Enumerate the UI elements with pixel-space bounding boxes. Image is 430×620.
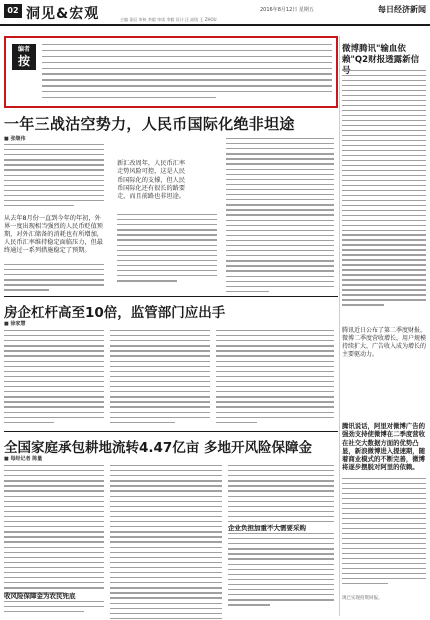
article-3-top-rule (4, 431, 338, 432)
article-3-col-3 (228, 465, 334, 527)
editor-note-tag-main: 按 (17, 54, 30, 68)
article-3-byline: ■ 每经记者 陈量 (4, 456, 43, 462)
editor-note-tag (12, 44, 36, 70)
article-3-col-1b (4, 601, 104, 612)
sidebar-text-block-2 (342, 478, 426, 584)
article-3-col-2 (110, 465, 222, 620)
page-header (0, 0, 430, 26)
article-2-byline: ■ 徐家慧 (4, 321, 26, 327)
article-2-top-rule (4, 296, 338, 297)
editor-note-box (4, 36, 338, 108)
article-3-col-3b (228, 533, 334, 606)
sidebar-headline: 微博腾讯"输血依赖"Q2财报透露新信 (342, 44, 420, 65)
article-1-col-2 (117, 214, 217, 282)
article-3-headline: 全国家庭承包耕地流转4.47亿亩 多地开风险保障金 (4, 440, 313, 456)
sidebar-footer: 现已实现投资回报。 (342, 596, 383, 601)
article-2-col-2 (110, 330, 210, 423)
article-2-col-1 (4, 330, 104, 423)
editor-note-text (42, 44, 332, 98)
column-divider (339, 36, 340, 616)
article-1-lead: 从去年8月份一直到今年的年初，外界一度出现相当强烈的人民币贬值预期，对外汇储备的消耗也有所增加，人民币汇率维持稳定面临压力，但最终通过一系列措施稳定了预期。 (4, 215, 103, 255)
article-1-col-1b (4, 264, 104, 291)
article-3-subhead-left: 收风险保障金为农民兜底 (4, 592, 76, 600)
article-2-headline: 房企杠杆高至10倍，监管部门应出手 (4, 305, 226, 321)
article-1-byline: ■ 张继伟 (4, 136, 26, 142)
sidebar-lead: 腾讯近日公布了第二季度财报，微博二季度营收增长，用户规模持续扩大，广告收入成为增长的主要驱动力。 (342, 327, 427, 358)
section-title: 洞见&宏观 (26, 6, 100, 22)
sidebar-text-block-1 (342, 70, 426, 306)
sidebar-highlight: 腾讯说话，阿里对微博广告的强劲支持使微博在二季度营收在社交大数据方面的优势凸显，新浪微博进入提速期，随着商业模式的不断完善，微博将逐步摆脱对阿里的依赖。 (342, 422, 426, 472)
issue-date: 2016年8月12日 星期五 (260, 7, 314, 13)
header-divider (0, 24, 430, 26)
editor-note-tag-top: 编者 (17, 46, 30, 53)
article-1-headline: 一年三战沽空势力，人民币国际化绝非坦途 (4, 115, 295, 133)
editor-credits: 主编 姜辰 审核 李毅 审读 李毅 设计 汪 高级 王 ZHOU (120, 17, 217, 22)
article-3-subhead-mid: 企业负担加重不大需要采购 (228, 524, 306, 532)
article-2-col-3 (216, 330, 334, 423)
page-number: 02 (4, 4, 22, 18)
article-1-col-3 (226, 138, 334, 292)
article-1-col-1 (4, 144, 104, 206)
article-1-pull-quote: 新汇改周年，人民币汇率走势风险可控，这是人民币国际化的支撑，但人民币国际化还有很长的路要走，而且前路也非坦途。 (117, 160, 186, 201)
article-3-col-1 (4, 465, 104, 594)
paper-name: 每日经济新闻 (378, 5, 426, 14)
